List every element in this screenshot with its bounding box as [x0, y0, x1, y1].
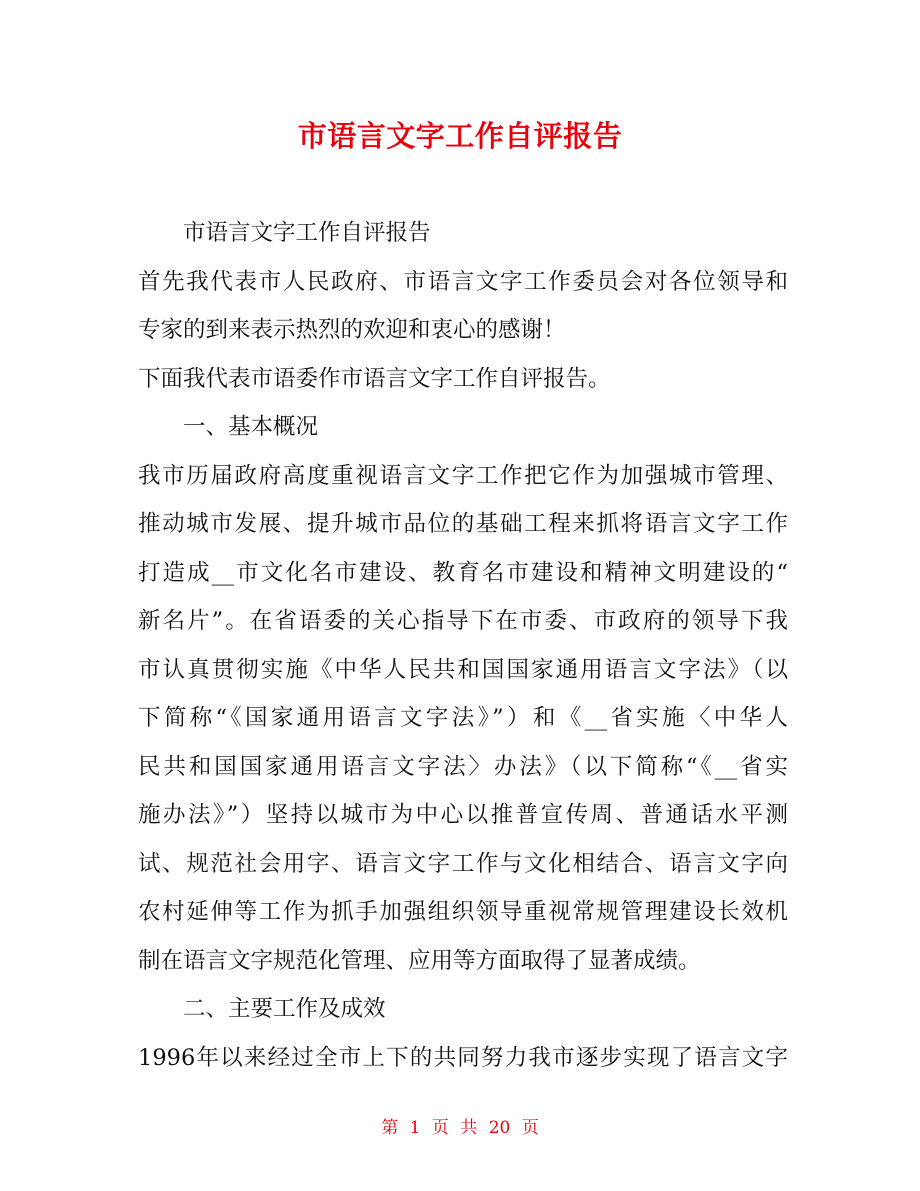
body-line: 首先我代表市人民政府、市语言文字工作委员会对各位领导和	[138, 268, 788, 295]
section-heading: 一、基本概况	[183, 414, 319, 440]
body-line: 我市历届政府高度重视语言文字工作把它作为加强城市管理、	[138, 462, 788, 489]
body-line: 市语言文字工作自评报告	[183, 220, 431, 246]
body-line: 下简称“《国家通用语言文字法》”）和《__省实施〈中华人	[138, 705, 788, 731]
body-line: 试、规范社会用字、语言文字工作与文化相结合、语言文字向	[138, 850, 788, 877]
document-title: 市语言文字工作自评报告	[297, 119, 623, 153]
body-line: 打造成__市文化名市建设、教育名市建设和精神文明建设的“	[138, 559, 788, 586]
body-line: 制在语言文字规范化管理、应用等方面取得了显著成绩。	[138, 947, 701, 974]
body-line: 民共和国国家通用语言文字法〉办法》（以下简称“《__省实	[138, 753, 788, 780]
document-body	[138, 213, 788, 1086]
body-line: 施办法》”）坚持以城市为中心以推普宣传周、普通话水平测	[138, 802, 788, 828]
body-line: 新名片”。在省语委的关心指导下在市委、市政府的领导下我	[138, 608, 788, 634]
body-line: 市认真贯彻实施《中华人民共和国国家通用语言文字法》（以	[138, 656, 788, 683]
page-footer: 第 1 页 共 20 页	[381, 1118, 539, 1138]
body-line: 农村延伸等工作为抓手加强组织领导重视常规管理建设长效机	[138, 899, 788, 925]
section-heading: 二、主要工作及成效	[183, 996, 386, 1022]
body-line: 推动城市发展、提升城市品位的基础工程来抓将语言文字工作	[138, 511, 788, 537]
body-line: 1996年以来经过全市上下的共同努力我市逐步实现了语言文字	[138, 1044, 788, 1071]
body-line: 下面我代表市语委作市语言文字工作自评报告。	[138, 365, 611, 392]
body-line: 专家的到来表示热烈的欢迎和衷心的感谢！	[138, 317, 566, 343]
